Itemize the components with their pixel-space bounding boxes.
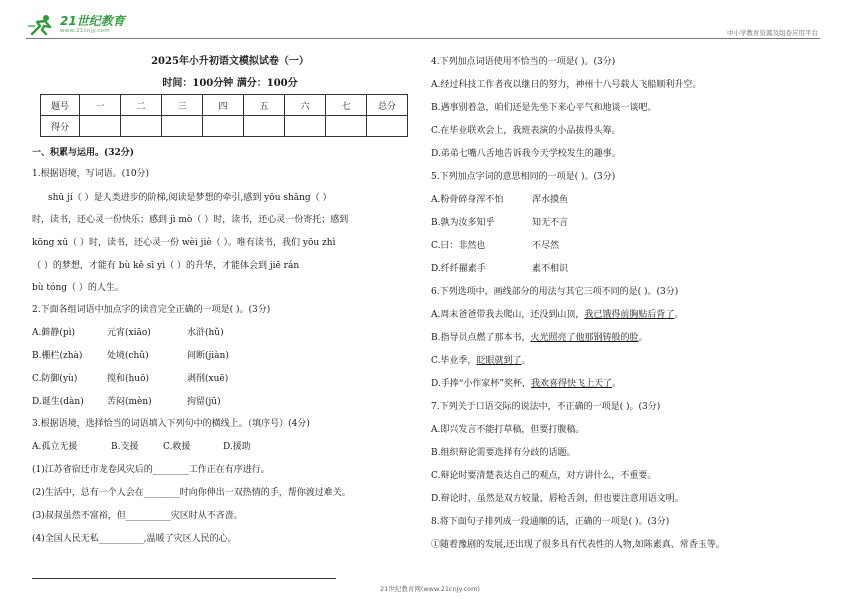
- option-text: C.辩论时要清楚表达自己的观点，对方讲什么，不重要。: [431, 471, 657, 481]
- option-text: 搅和(huō): [107, 374, 150, 384]
- option-text: A.粉骨碎身浑不怕: [431, 195, 504, 205]
- option-text: 处境(chǔ): [107, 351, 149, 361]
- option-text: [431, 332, 648, 344]
- option-text: 元宵(xiāo): [107, 328, 151, 338]
- underlined-phrase: 眨眼就到了: [476, 356, 522, 366]
- fill-blank-sentence: (3)叔叔虽然不富裕，但__________灾区时从不吝啬。: [32, 511, 243, 521]
- question-stem: 7.下列关于口语交际的说法中，不正确的一项是( )。(3分): [431, 402, 661, 412]
- option-text: [431, 309, 683, 321]
- exam-time-score: 时间：100分钟 满分：100分: [162, 78, 298, 89]
- passage-line: shū jí（ ）是人类进步的阶梯,阅读是梦想的牵引,感到 yōu shāng（ ）: [48, 193, 332, 203]
- score-cell: 七: [326, 95, 367, 116]
- option-text: 素不相识: [532, 264, 569, 274]
- option-text: [431, 378, 621, 390]
- option-text: C.曰：非然也: [431, 241, 486, 251]
- score-table: [40, 94, 408, 137]
- option-text: D.辩论时，虽然是双方较量，唇枪舌剑，但也要注意用语文明。: [431, 494, 684, 504]
- score-cell: 三: [162, 95, 203, 116]
- option-tail: 。: [674, 310, 684, 320]
- option-lead: C.毕业季，: [431, 356, 477, 366]
- section-heading: 一、积累与运用。(32分): [32, 148, 135, 158]
- score-cell: 五: [244, 95, 285, 116]
- score-entry[interactable]: [367, 116, 408, 137]
- header-divider: [26, 38, 820, 39]
- footer-text: 21世纪教育网(www.21cnjy.com): [380, 585, 480, 593]
- option-text: D.援助: [223, 442, 251, 452]
- score-entry[interactable]: [244, 116, 285, 137]
- score-entry[interactable]: [285, 116, 326, 137]
- score-table-score-row: [41, 116, 408, 137]
- option-tail: 。: [611, 379, 621, 389]
- option-text: B.支援: [111, 442, 139, 452]
- question-stem: 1.根据语境，写词语。(10分): [32, 169, 150, 179]
- score-entry[interactable]: [162, 116, 203, 137]
- brand-name: 21世纪教育: [60, 14, 125, 28]
- footer-divider: [32, 578, 336, 579]
- option-text: 剥削(xuē): [187, 374, 229, 384]
- option-text: B.遇事别着急，咱们还是先坐下来心平气和地谈一谈吧。: [431, 103, 657, 113]
- option-tail: 。: [521, 356, 531, 366]
- option-text: 浑水摸鱼: [532, 195, 569, 205]
- option-text: 拘留(jū): [187, 397, 221, 407]
- platform-label: 中小学教育资源及组卷应用平台: [727, 29, 818, 37]
- option-text: A.即兴发言不能打草稿，但要打腹稿。: [431, 425, 585, 435]
- question-stem: 6.下列选项中，画线部分的用法与其它三项不同的是( )。(3分): [431, 287, 679, 297]
- underlined-phrase: 我欢喜得快飞上天了: [530, 379, 612, 389]
- score-table-header-row: [41, 95, 408, 116]
- option-lead: B.指导员点燃了那本书，: [431, 333, 531, 343]
- option-text: B.组织辩论需要选择有分歧的话题。: [431, 448, 576, 458]
- fill-blank-sentence: (4)全国人民无私__________,温暖了灾区人民的心。: [32, 534, 237, 544]
- option-text: B.孰为汝多知乎: [431, 218, 495, 228]
- option-text: 间断(jiàn): [187, 351, 229, 361]
- runner-logo-icon: [26, 14, 56, 36]
- option-text: [431, 355, 530, 367]
- ordering-sentence: ①随着豫剧的发展,还出现了很多具有代表性的人物,如陈素真、常香玉等。: [431, 540, 725, 550]
- exam-title: 2025年小升初语文模拟试卷（一）: [151, 56, 309, 67]
- underlined-phrase: 我已饿得前胸贴后背了: [584, 310, 675, 320]
- passage-line: （ ）的梦想，才能有 bù kě sī yì（ ）的升华，才能体会到 jiē rán: [32, 261, 300, 271]
- option-text: C.防御(yù): [32, 374, 78, 384]
- question-stem: 4.下列加点词语使用不恰当的一项是( )。(3分): [431, 57, 616, 67]
- score-cell: 一: [80, 95, 121, 116]
- score-cell: 总分: [367, 95, 408, 116]
- option-text: C.救援: [163, 442, 191, 452]
- option-text: D.弟弟七嘴八舌地告诉我今天学校发生的趣事。: [431, 149, 621, 159]
- score-cell: 四: [203, 95, 244, 116]
- question-stem: 2.下面各组词语中加点字的读音完全正确的一项是( )。(3分): [32, 305, 271, 315]
- score-cell: 二: [121, 95, 162, 116]
- option-text: 水浒(hǔ): [187, 328, 224, 338]
- underlined-phrase: 火光照亮了他那钢铸般的脸: [530, 333, 639, 343]
- option-text: A.僻静(pì): [32, 328, 76, 338]
- fill-blank-sentence: (1)江苏省宿迁市龙卷风灾后的________工作正在有序进行。: [32, 465, 270, 475]
- brand-url: www.21cnjy.com: [60, 28, 110, 34]
- option-text: 知无不言: [532, 218, 569, 228]
- option-text: D.纤纤擢素手: [431, 264, 486, 274]
- option-text: A.经过科技工作者夜以继日的努力，神州十八号载人飞船顺利升空。: [431, 80, 702, 90]
- option-lead: D.手捧“小作家杯”奖杯，: [431, 379, 531, 389]
- score-entry[interactable]: [80, 116, 121, 137]
- score-entry[interactable]: [121, 116, 162, 137]
- option-text: D.诞生(dàn): [32, 397, 84, 407]
- option-text: C.在毕业联欢会上，我班表演的小品拔得头筹。: [431, 126, 621, 136]
- score-entry[interactable]: [326, 116, 367, 137]
- option-text: 不尽然: [532, 241, 560, 251]
- option-lead: A.周末爸爸带我去爬山，还没到山顶，: [431, 310, 585, 320]
- fill-blank-sentence: (2)生活中，总有一个人会在________时向你伸出一双热情的手，帮你渡过难关。: [32, 488, 351, 498]
- score-cell: 题号: [41, 95, 80, 116]
- option-text: B.栅栏(zhà): [32, 351, 83, 361]
- score-entry[interactable]: [203, 116, 244, 137]
- question-stem: 3.根据语境，选择恰当的词语填入下列句中的横线上。（填序号）(4分): [32, 419, 310, 429]
- question-stem: 5.下列加点字词的意思相同的一项是( )。(3分): [431, 172, 616, 182]
- option-text: A.孤立无援: [32, 442, 78, 452]
- option-tail: 。: [638, 333, 648, 343]
- site-logo: [26, 14, 125, 36]
- passage-line: bù tóng（ ）的人生。: [32, 283, 124, 293]
- option-text: 苦闷(mèn): [107, 397, 152, 407]
- question-stem: 8.将下面句子排列成一段通顺的话，正确的一项是( )。(3分): [431, 517, 670, 527]
- passage-line: 时，读书，还心灵一份快乐；感到 jì mò（ ）时，读书，还心灵一份寄托；感到: [32, 215, 349, 225]
- score-cell: 得分: [41, 116, 80, 137]
- score-cell: 六: [285, 95, 326, 116]
- passage-line: kōng xū（ ）时，读书，还心灵一份 wèi jiè（ ）。唯有读书，我们 yōu zhì: [32, 238, 336, 248]
